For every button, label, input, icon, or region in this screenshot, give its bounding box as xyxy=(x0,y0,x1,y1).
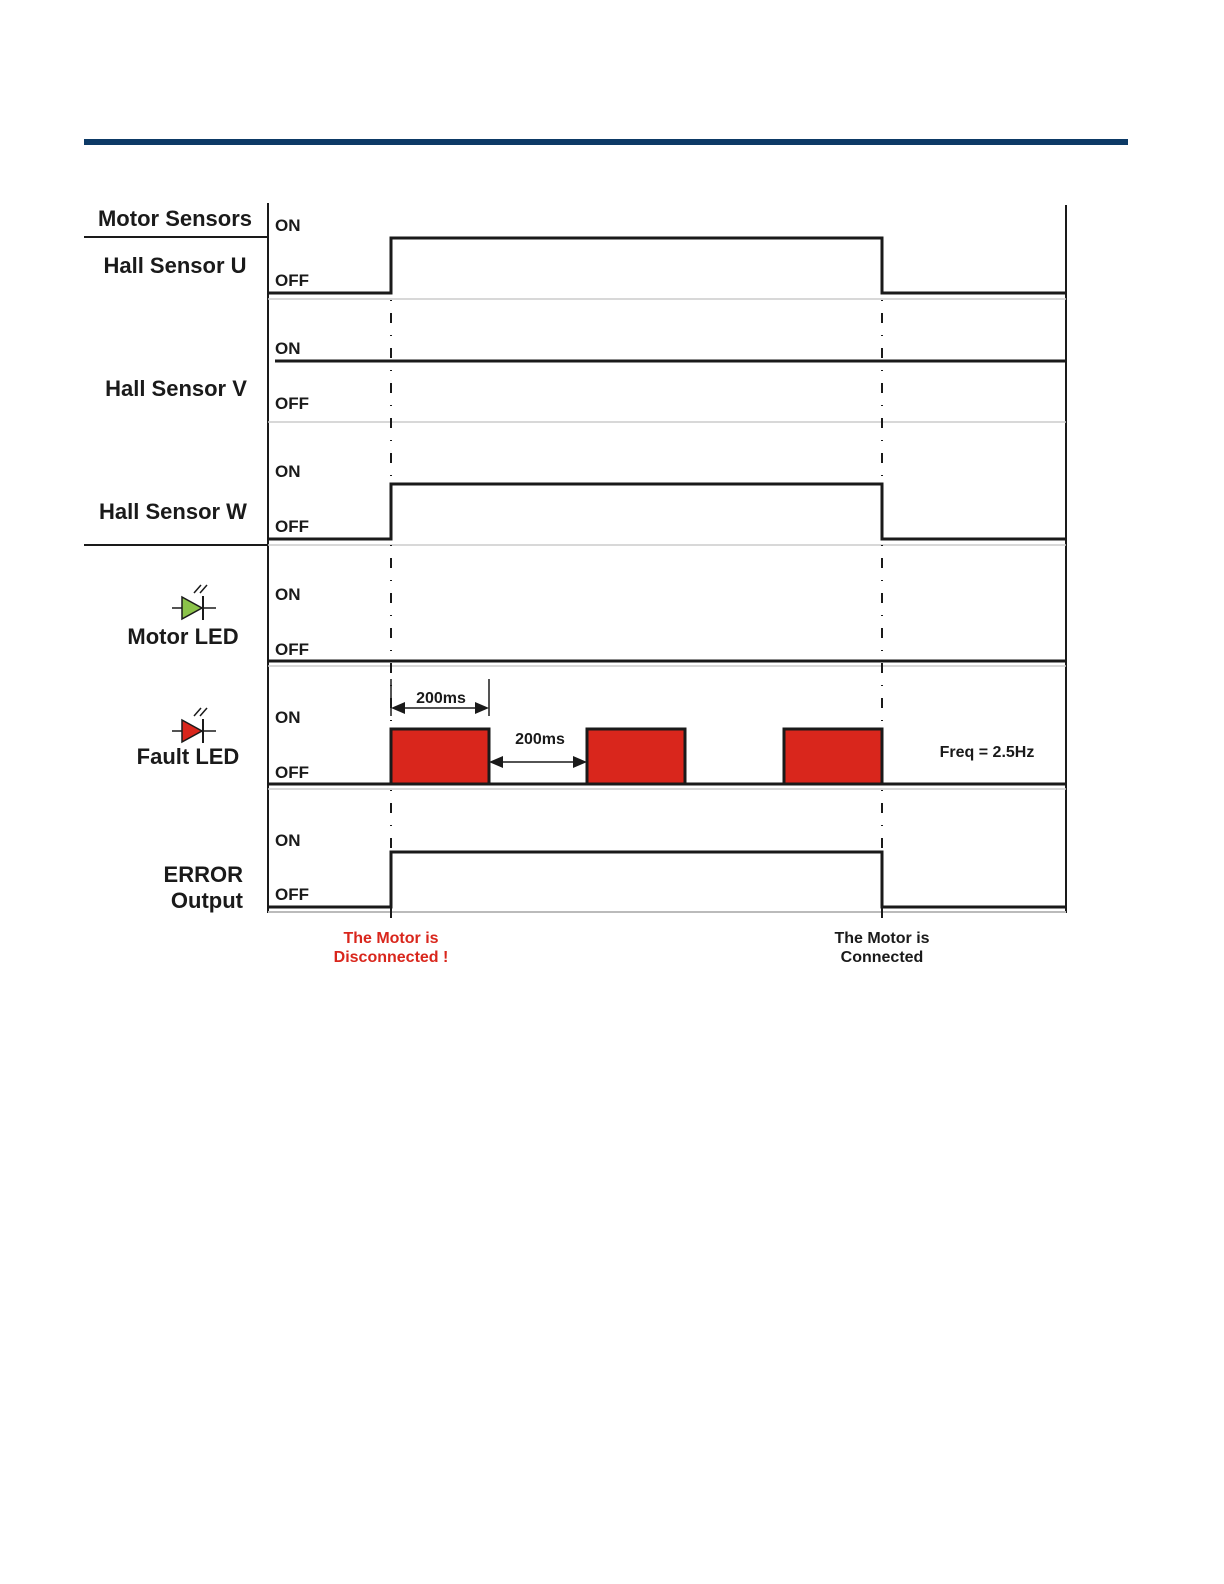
level-off-u: OFF xyxy=(275,271,309,290)
level-off-fault-led: OFF xyxy=(275,763,309,782)
waveform-error-output xyxy=(268,852,1066,907)
level-off-error: OFF xyxy=(275,885,309,904)
level-on-motor-led: ON xyxy=(275,585,301,604)
level-off-motor-led: OFF xyxy=(275,640,309,659)
label-fault-led: Fault LED xyxy=(136,744,240,769)
diagram-heading: Motor Sensors xyxy=(97,206,253,231)
level-on-v: ON xyxy=(275,339,301,358)
fault-pulse xyxy=(784,729,882,784)
label-hall-sensor-v: Hall Sensor V xyxy=(105,376,247,401)
level-on-error: ON xyxy=(275,831,301,850)
label-error-line1: ERROR xyxy=(163,862,243,887)
level-off-w: OFF xyxy=(275,517,309,536)
level-on-u: ON xyxy=(275,216,301,235)
waveforms xyxy=(268,238,1066,907)
level-on-fault-led: ON xyxy=(275,708,301,727)
level-on-w: ON xyxy=(275,462,301,481)
event-disconnected-line1: The Motor is xyxy=(343,930,439,947)
green-led-icon xyxy=(172,585,216,620)
label-motor-led: Motor LED xyxy=(127,624,239,649)
diagram-frame xyxy=(84,203,1066,913)
label-hall-sensor-u: Hall Sensor U xyxy=(103,253,247,278)
fault-pulse xyxy=(587,729,685,784)
fault-pulse xyxy=(391,729,489,784)
label-hall-sensor-w: Hall Sensor W xyxy=(99,499,247,524)
fault-frequency-label: Freq = 2.5Hz xyxy=(939,744,1035,761)
pulse-gap-dimension xyxy=(489,756,587,768)
event-connected-line2: Connected xyxy=(840,949,924,966)
label-error-line2: Output xyxy=(170,888,243,913)
red-led-icon xyxy=(172,708,216,743)
waveform-hall-sensor-u xyxy=(268,238,1066,293)
event-connected-line1: The Motor is xyxy=(834,930,930,947)
event-disconnected-line2: Disconnected ! xyxy=(333,949,449,966)
level-off-v: OFF xyxy=(275,394,309,413)
pulse-gap-label: 200ms xyxy=(515,731,565,748)
pulse-width-label: 200ms xyxy=(416,690,466,707)
event-markers xyxy=(391,300,882,922)
waveform-hall-sensor-w xyxy=(268,484,1066,539)
